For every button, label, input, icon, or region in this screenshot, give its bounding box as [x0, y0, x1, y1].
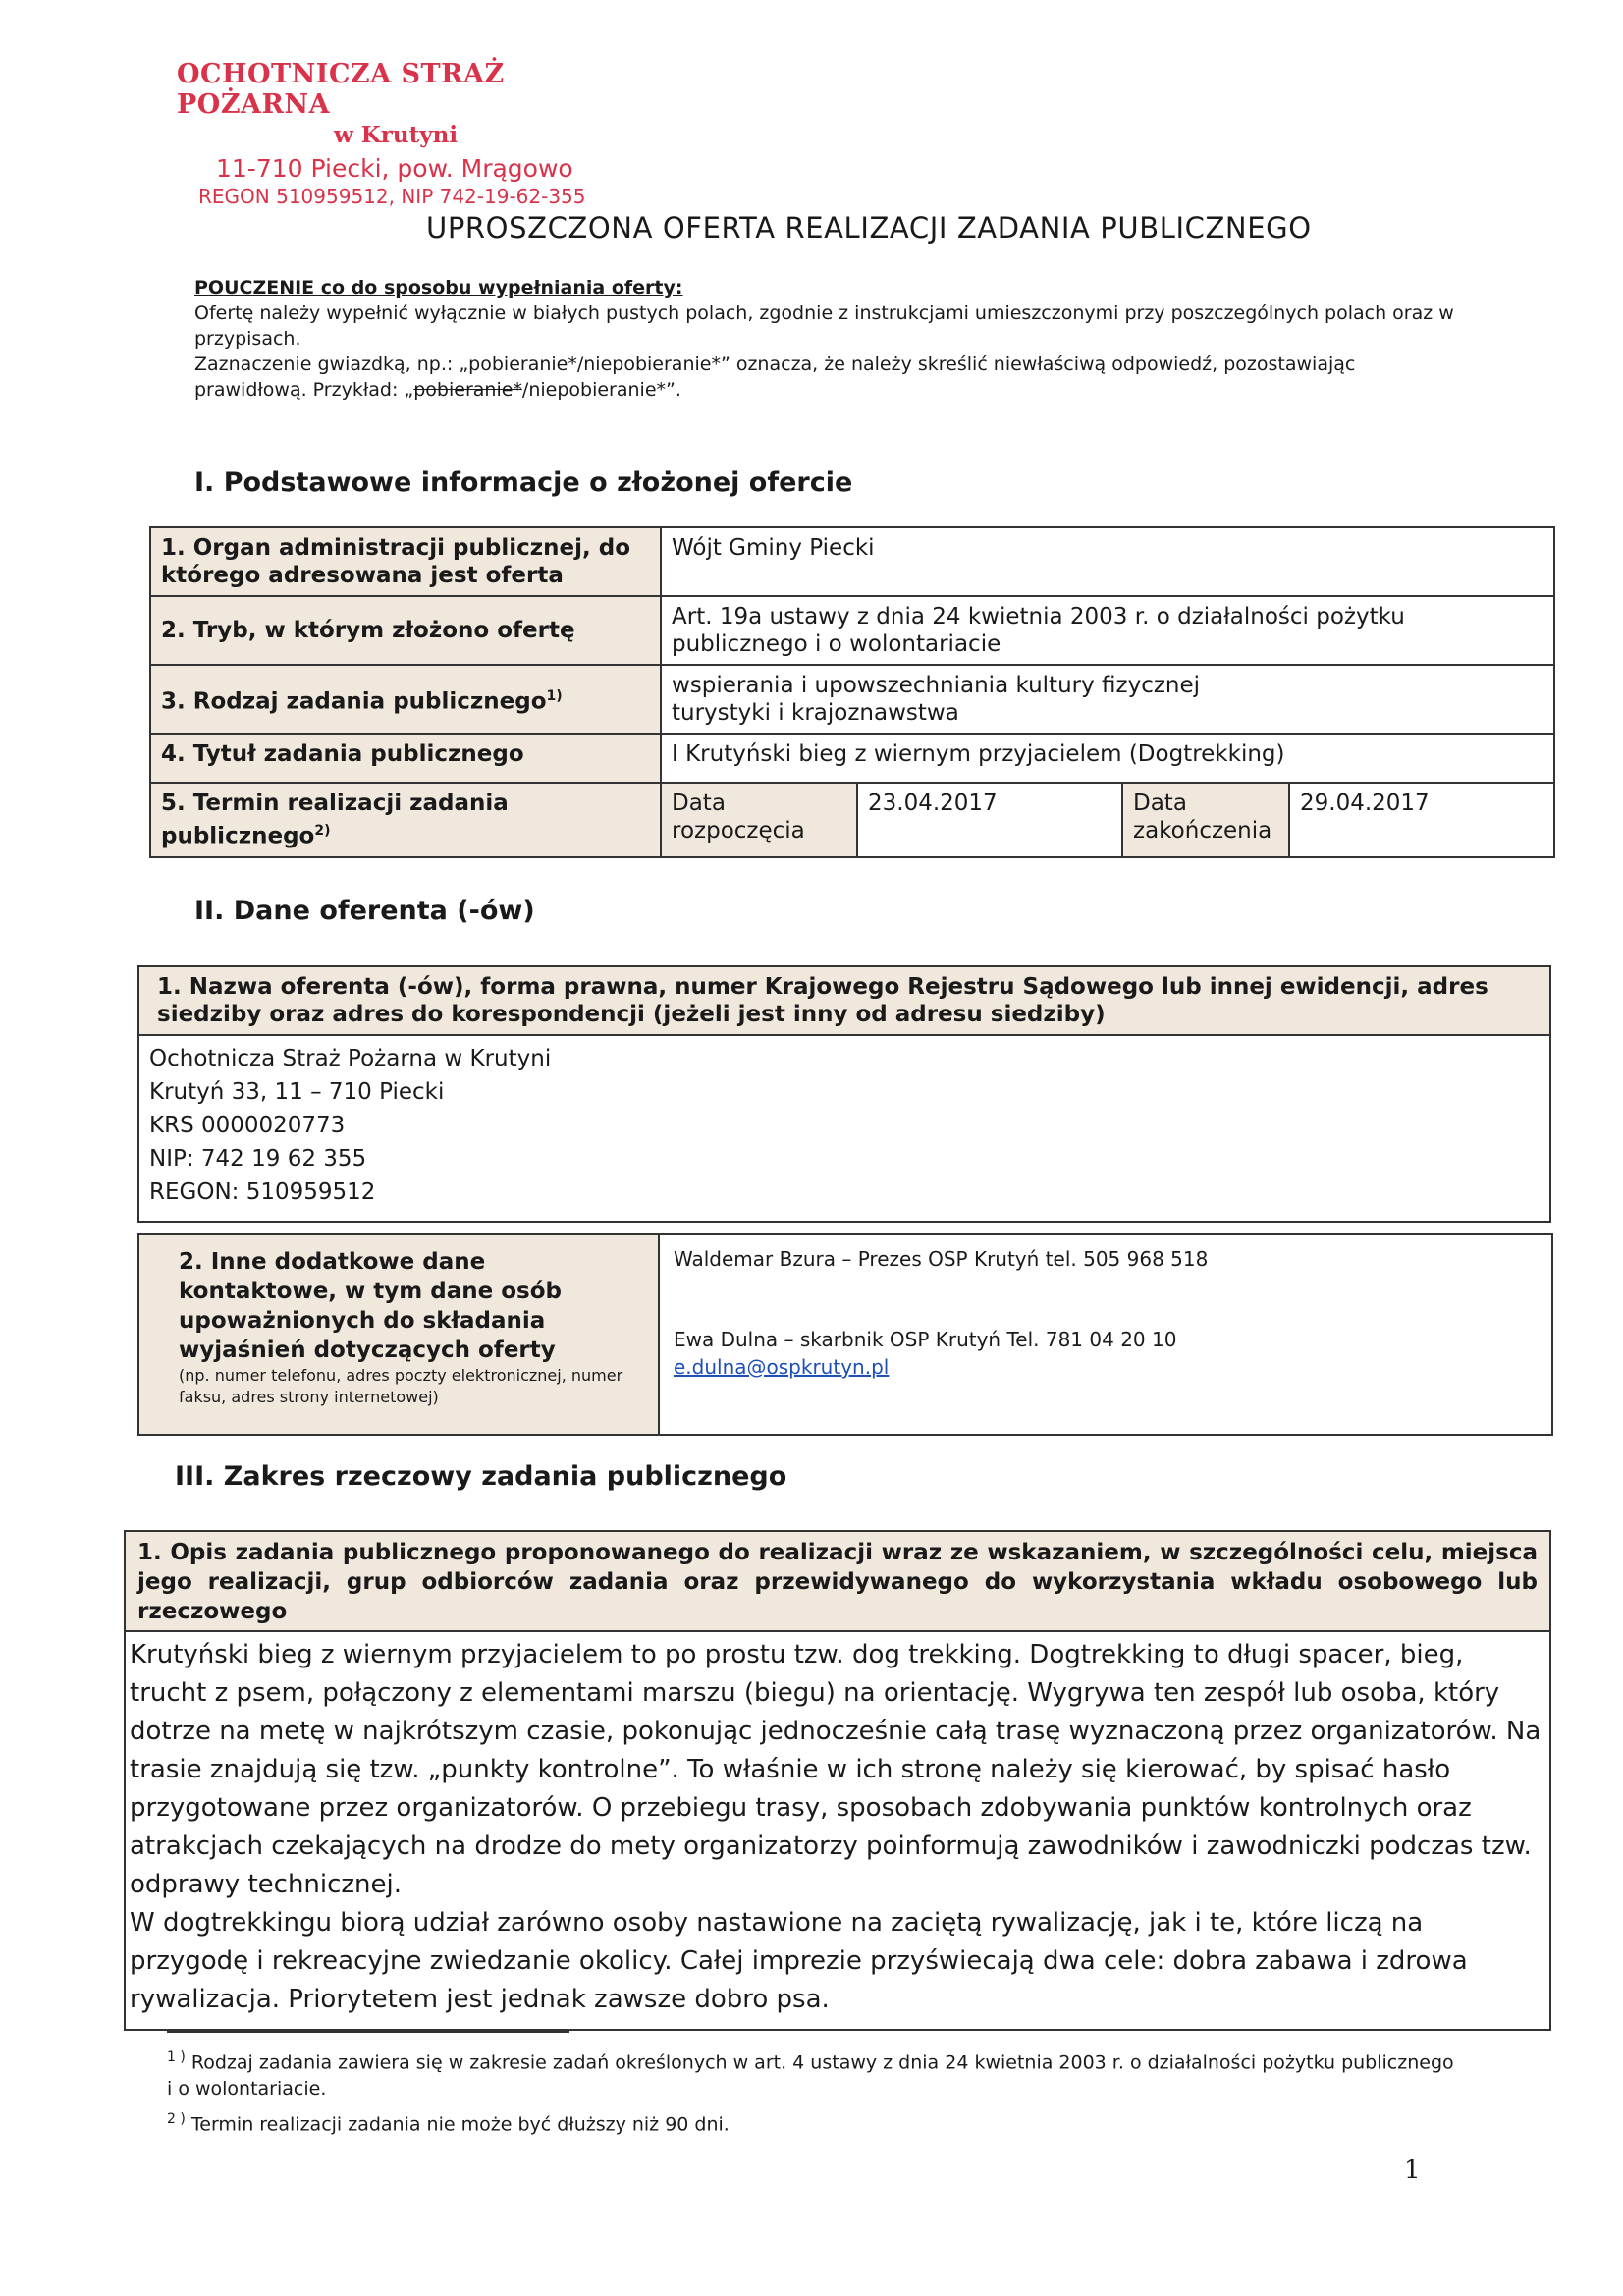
task-description-text	[126, 1632, 1549, 2029]
row-3-label-text: 3. Rodzaj zadania publicznego	[161, 688, 547, 715]
row-3-label	[150, 665, 661, 734]
end-date-label: Data zakończenia	[1122, 783, 1289, 857]
row-1-value: Wójt Gminy Piecki	[661, 527, 1554, 596]
task-description-paragraph-2: W dogtrekkingu biorą udział zarówno osoby nastawione na zaciętą rywalizację, jak i te, które liczą na przygodę i rekreacyjne zwiedzanie okolicy. Całej imprezie przyświecają dwa cele: dobra zabawa i zdrowa rywalizacja. Priorytetem jest jednak zawsze dobro psa.	[130, 1908, 1468, 2014]
footnotes	[167, 2045, 1463, 2139]
offeror-line-5: REGON: 510959512	[149, 1179, 376, 1205]
table-row	[138, 966, 1550, 1035]
example-rest-text: /niepobieranie*”.	[521, 379, 681, 401]
contact-value-cell	[659, 1234, 1552, 1435]
section-3-title: III. Zakres rzeczowy zadania publicznego	[175, 1461, 787, 1492]
row-3-value-line-1: wspierania i upowszechniania kultury fizycznej	[672, 673, 1201, 698]
start-date-label: Data rozpoczęcia	[661, 783, 857, 857]
offeror-name-header: 1. Nazwa oferenta (-ów), forma prawna, numer Krajowego Rejestru Sądowego lub innej ewidencji, adres siedziby oraz adres do korespondencji (jeżeli jest inny od adresu siedziby)	[138, 966, 1550, 1035]
offeror-name-value	[138, 1035, 1550, 1222]
row-4-value: I Krutyński bieg z wiernym przyjacielem (Dogtrekking)	[661, 734, 1554, 783]
offeror-line-1: Ochotnicza Straż Pożarna w Krutyni	[149, 1046, 552, 1071]
row-4-label: 4. Tytuł zadania publicznego	[150, 734, 661, 783]
instructions-heading: POUCZENIE co do sposobu wypełniania oferty:	[194, 277, 683, 299]
footnote-2	[167, 2106, 1463, 2138]
row-1-label: 1. Organ administracji publicznej, do którego adresowana jest oferta	[150, 527, 661, 596]
row-3-value-line-2: turystyki i krajoznawstwa	[672, 700, 959, 726]
page-number: 1	[1404, 2156, 1421, 2185]
table-row	[150, 527, 1554, 596]
section-1-title: I. Podstawowe informacje o złożonej ofercie	[194, 467, 853, 498]
section-2-title: II. Dane oferenta (-ów)	[194, 896, 535, 926]
document-title: UPROSZCZONA OFERTA REALIZACJI ZADANIA PUBLICZNEGO	[426, 211, 1312, 245]
footnote-ref-1: 1)	[546, 688, 563, 705]
instructions-block	[194, 275, 1471, 403]
contact-label: 2. Inne dodatkowe dane kontaktowe, w tym dane osób upoważnionych do składania wyjaśnień dotyczących oferty	[179, 1249, 562, 1363]
table-row	[150, 665, 1554, 734]
footnote-ref-2: 2)	[314, 823, 331, 839]
basic-info-table	[149, 526, 1555, 858]
task-description-header: 1. Opis zadania publicznego proponowanego do realizacji wraz ze wskazaniem, w szczególności celu, miejsca jego realizacji, grup odbiorców zadania oraz przewidywanego do wykorzystania wkładu osobowego lub rzeczowego	[126, 1532, 1549, 1632]
end-date-value: 29.04.2017	[1289, 783, 1554, 857]
table-row	[150, 596, 1554, 665]
contact-person-1: Waldemar Bzura – Prezes OSP Krutyń tel. 505 968 518	[674, 1247, 1209, 1271]
footnote-1-text: Rodzaj zadania zawiera się w zakresie zadań określonych w art. 4 ustawy z dnia 24 kwietnia 2003 r. o działalności pożytku publicznego i o wolontariacie.	[167, 2051, 1454, 2101]
offeror-line-3: KRS 0000020773	[149, 1113, 346, 1138]
instructions-paragraph-2-text: Zaznaczenie gwiazdką, np.: „pobieranie*/niepobieranie*” oznacza, że należy skreślić niewłaściwą odpowiedź, pozostawiając prawidłową. Przykład:	[194, 354, 1356, 401]
footnote-2-text: Termin realizacji zadania nie może być dłuższy niż 90 dni.	[190, 2113, 730, 2136]
task-description-paragraph-1: Krutyński bieg z wiernym przyjacielem to po prostu tzw. dog trekking. Dogtrekking to długi spacer, bieg, trucht z psem, połączony z elementami marszu (biegu) na orientację. Wygrywa ten zespół lub osoba, który dotrze na metę w najkrótszym czasie, pokonując jednocześnie całą trasę wyznaczoną przez organizatorów. Na trasie znajdują się tzw. „punkty kontrolne”. To właśnie w ich stronę należy się kierować, by spisać hasło przygotowane przez organizatorów. O przebiegu trasy, sposobach zdobywania punktów kontrolnych oraz atrakcjach czekających na drodze do mety organizatorzy poinformują zawodników i zawodniczki podczas tzw. odprawy technicznej.	[130, 1640, 1542, 1899]
stamp-line-4: REGON 510959512, NIP 742-19-62-355	[198, 185, 586, 208]
table-row	[138, 1234, 1552, 1435]
offeror-line-4: NIP: 742 19 62 355	[149, 1146, 367, 1172]
example-open-quote: „	[404, 379, 414, 401]
row-5-label	[150, 783, 661, 857]
footnote-1	[167, 2045, 1463, 2103]
contact-person-2: Ewa Dulna – skarbnik OSP Krutyń Tel. 781 04 20 10	[674, 1328, 1177, 1351]
row-3-value	[661, 665, 1554, 734]
stamp-line-3: 11-710 Piecki, pow. Mrągowo	[216, 154, 573, 183]
row-2-label: 2. Tryb, w którym złożono ofertę	[150, 596, 661, 665]
start-date-value: 23.04.2017	[857, 783, 1122, 857]
instructions-paragraph-1: Ofertę należy wypełnić wyłącznie w białych pustych polach, zgodnie z instrukcjami umieszczonymi przy poszczególnych polach oraz w przypisach.	[194, 302, 1454, 350]
contact-spacer	[674, 1273, 1538, 1326]
table-row	[150, 783, 1554, 857]
contact-table	[137, 1233, 1553, 1436]
organization-stamp	[177, 59, 589, 208]
row-2-value: Art. 19a ustawy z dnia 24 kwietnia 2003 r. o działalności pożytku publicznego i o wolontariacie	[661, 596, 1554, 665]
contact-note: (np. numer telefonu, adres poczty elektronicznej, numer faksu, adres strony internetowej)	[179, 1366, 623, 1406]
stamp-line-1: OCHOTNICZA STRAŻ POŻARNA	[177, 59, 505, 120]
offeror-name-table	[137, 965, 1551, 1223]
stamp-line-2: w Krutyni	[334, 122, 459, 148]
example-struck-text: pobieranie*	[413, 379, 522, 401]
table-row	[150, 734, 1554, 783]
contact-email-link[interactable]: e.dulna@ospkrutyn.pl	[674, 1355, 890, 1379]
footnote-2-mark: 2 )	[167, 2111, 186, 2128]
instructions-paragraph-2	[194, 352, 1471, 403]
footnote-1-mark: 1 )	[167, 2050, 186, 2065]
task-description-box	[124, 1530, 1551, 2031]
table-row	[138, 1035, 1550, 1222]
row-5-label-text: 5. Termin realizacji zadania publicznego	[161, 791, 509, 849]
footnote-divider	[167, 2031, 569, 2033]
offeror-line-2: Krutyń 33, 11 – 710 Piecki	[149, 1079, 445, 1105]
contact-label-cell	[138, 1234, 659, 1435]
